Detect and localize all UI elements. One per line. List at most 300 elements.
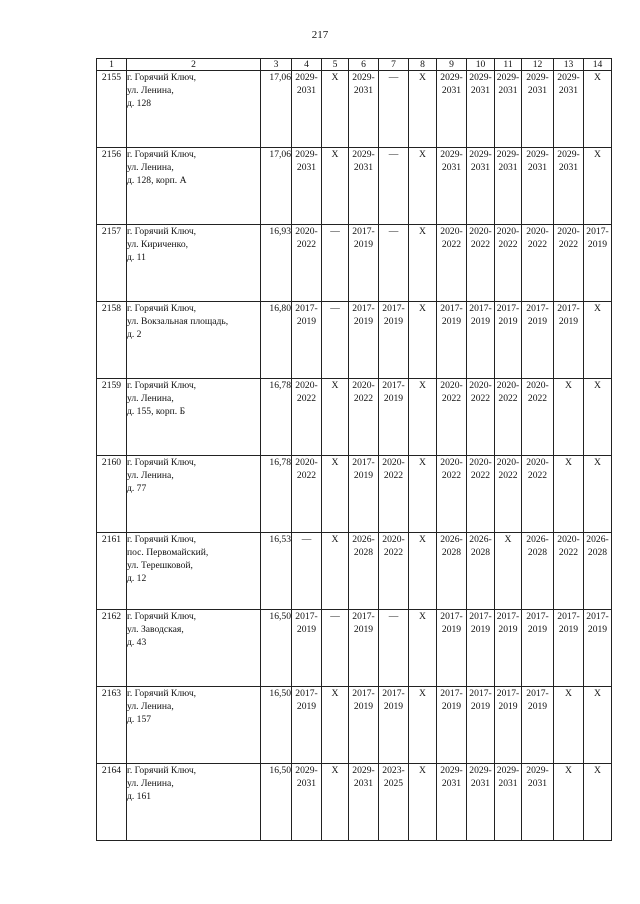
period-cell xyxy=(495,687,522,764)
period-line: 2017- xyxy=(557,303,580,314)
row-number: 2160 xyxy=(97,456,127,533)
period-cell xyxy=(467,379,495,456)
period-line: 2017- xyxy=(469,611,492,622)
period-line: X xyxy=(331,72,339,83)
period-cell xyxy=(522,610,554,687)
row-number: 2163 xyxy=(97,687,127,764)
period-line: X xyxy=(419,457,426,468)
period-cell xyxy=(379,610,409,687)
period-line: X xyxy=(419,688,426,699)
period-cell xyxy=(292,610,322,687)
period-line: X xyxy=(331,380,339,391)
period-cell xyxy=(495,225,522,302)
period-line: 2020- xyxy=(440,457,463,468)
period-line: 2017- xyxy=(440,611,463,622)
column-header: 8 xyxy=(409,59,437,71)
period-line: X xyxy=(419,72,426,83)
period-cell xyxy=(379,764,409,841)
period-cell xyxy=(322,610,349,687)
period-line: 2019 xyxy=(498,701,518,712)
period-line: 2031 xyxy=(498,85,518,96)
period-line: 2031 xyxy=(470,778,491,789)
period-line: 2020- xyxy=(440,380,463,391)
period-line: 2031 xyxy=(441,162,462,173)
period-line: 2028 xyxy=(527,547,548,558)
period-cell xyxy=(437,687,467,764)
value-cell: 16,78 xyxy=(261,379,292,456)
period-cell xyxy=(554,764,584,841)
period-line: 2029- xyxy=(526,149,549,160)
period-cell xyxy=(584,687,612,764)
period-line: 2031 xyxy=(441,778,462,789)
period-line: 2019 xyxy=(296,316,317,327)
address-cell xyxy=(127,379,261,456)
period-line: 2017- xyxy=(440,688,463,699)
period-cell xyxy=(495,302,522,379)
period-line: 2031 xyxy=(498,162,518,173)
period-line: 2019 xyxy=(498,316,518,327)
table-row xyxy=(97,610,612,687)
period-cell xyxy=(584,533,612,610)
period-line: 2017- xyxy=(496,611,520,622)
period-cell xyxy=(379,302,409,379)
row-number: 2156 xyxy=(97,148,127,225)
period-cell xyxy=(322,225,349,302)
period-cell xyxy=(584,610,612,687)
period-line: X xyxy=(419,226,426,237)
period-cell xyxy=(584,456,612,533)
period-cell xyxy=(437,148,467,225)
address-cell xyxy=(127,687,261,764)
period-line: 2020- xyxy=(526,380,549,391)
period-cell xyxy=(584,379,612,456)
period-line: 2017- xyxy=(352,457,375,468)
period-cell xyxy=(554,225,584,302)
period-line: — xyxy=(388,226,399,237)
period-cell xyxy=(495,610,522,687)
period-line: 2019 xyxy=(587,239,608,250)
period-cell xyxy=(379,148,409,225)
column-header: 2 xyxy=(127,59,261,71)
period-line: X xyxy=(419,765,426,776)
period-line: 2020- xyxy=(496,226,520,237)
period-line: 2029- xyxy=(440,149,463,160)
period-cell xyxy=(409,302,437,379)
period-line: 2031 xyxy=(558,85,579,96)
period-line: X xyxy=(419,611,426,622)
period-line: 2026- xyxy=(352,534,375,545)
column-header-row xyxy=(97,59,612,71)
period-cell xyxy=(379,687,409,764)
period-line: 2019 xyxy=(470,624,491,635)
value-cell: 16,80 xyxy=(261,302,292,379)
address-line: д. 11 xyxy=(127,252,146,263)
period-cell xyxy=(322,687,349,764)
address-line: г. Горячий Ключ, xyxy=(127,226,197,237)
period-line: X xyxy=(594,457,601,468)
period-line: 2017- xyxy=(352,226,375,237)
period-cell xyxy=(292,148,322,225)
period-line: 2020- xyxy=(526,457,549,468)
period-cell xyxy=(495,764,522,841)
period-cell xyxy=(409,71,437,148)
period-cell xyxy=(495,379,522,456)
period-line: 2019 xyxy=(353,239,374,250)
value-cell: 16,50 xyxy=(261,687,292,764)
period-line: 2026- xyxy=(469,534,492,545)
period-line: 2029- xyxy=(557,149,580,160)
period-line: 2022 xyxy=(527,393,548,404)
address-line: ул. Ленина, xyxy=(127,393,174,404)
row-number: 2162 xyxy=(97,610,127,687)
period-line: 2017- xyxy=(469,688,492,699)
period-line: 2020- xyxy=(352,380,375,391)
period-line: — xyxy=(388,149,399,160)
period-line: 2019 xyxy=(353,316,374,327)
period-line: 2031 xyxy=(296,85,317,96)
period-line: X xyxy=(504,534,512,545)
period-cell xyxy=(349,71,379,148)
period-line: X xyxy=(594,149,601,160)
period-line: 2031 xyxy=(470,85,491,96)
period-line: 2017- xyxy=(496,303,520,314)
period-line: 2029- xyxy=(496,765,520,776)
period-cell xyxy=(409,379,437,456)
period-line: 2019 xyxy=(441,624,462,635)
period-cell xyxy=(467,71,495,148)
period-line: 2022 xyxy=(441,393,462,404)
period-cell xyxy=(495,148,522,225)
period-cell xyxy=(349,225,379,302)
period-line: 2022 xyxy=(441,239,462,250)
value-cell: 16,78 xyxy=(261,456,292,533)
period-line: 2022 xyxy=(383,470,404,481)
period-line: 2017- xyxy=(295,688,318,699)
period-cell xyxy=(467,687,495,764)
address-cell xyxy=(127,71,261,148)
period-line: 2019 xyxy=(296,624,317,635)
period-cell xyxy=(522,764,554,841)
table-row xyxy=(97,533,612,610)
period-cell xyxy=(522,456,554,533)
value-cell: 16,93 xyxy=(261,225,292,302)
period-line: 2019 xyxy=(527,316,548,327)
period-cell xyxy=(467,533,495,610)
address-cell xyxy=(127,148,261,225)
address-line: д. 155, корп. Б xyxy=(127,406,186,417)
period-line: 2022 xyxy=(498,393,518,404)
period-line: 2029- xyxy=(295,765,318,776)
period-line: X xyxy=(594,765,601,776)
period-line: 2029- xyxy=(295,149,318,160)
address-line: д. 128, корп. А xyxy=(127,175,187,186)
period-cell xyxy=(495,71,522,148)
period-cell xyxy=(554,456,584,533)
period-line: 2031 xyxy=(527,162,548,173)
column-header: 11 xyxy=(495,59,522,71)
period-cell xyxy=(379,71,409,148)
period-line: 2031 xyxy=(498,778,518,789)
address-line: г. Горячий Ключ, xyxy=(127,688,197,699)
address-line: д. 157 xyxy=(127,714,152,725)
period-line: — xyxy=(301,534,312,545)
period-line: X xyxy=(419,149,426,160)
period-cell xyxy=(522,533,554,610)
column-header: 14 xyxy=(584,59,612,71)
period-cell xyxy=(322,533,349,610)
column-header: 3 xyxy=(261,59,292,71)
period-line: 2031 xyxy=(296,162,317,173)
period-line: 2029- xyxy=(440,72,463,83)
period-line: 2023- xyxy=(382,765,405,776)
address-line: ул. Заводская, xyxy=(127,624,184,635)
address-line: ул. Ленина, xyxy=(127,778,174,789)
period-line: 2029- xyxy=(352,149,375,160)
period-cell xyxy=(349,687,379,764)
period-line: 2029- xyxy=(352,765,375,776)
address-line: д. 161 xyxy=(127,791,152,802)
table-row xyxy=(97,687,612,764)
row-number: 2159 xyxy=(97,379,127,456)
address-cell xyxy=(127,764,261,841)
period-line: 2017- xyxy=(557,611,580,622)
period-line: 2020- xyxy=(469,380,492,391)
period-cell xyxy=(379,456,409,533)
period-line: 2028 xyxy=(441,547,462,558)
period-cell xyxy=(409,610,437,687)
period-cell xyxy=(292,379,322,456)
period-cell xyxy=(584,764,612,841)
column-header: 6 xyxy=(349,59,379,71)
period-line: X xyxy=(331,688,339,699)
period-line: 2019 xyxy=(353,470,374,481)
period-line: 2022 xyxy=(470,470,491,481)
period-line: 2017- xyxy=(382,380,405,391)
period-cell xyxy=(437,610,467,687)
row-number: 2158 xyxy=(97,302,127,379)
period-line: 2022 xyxy=(558,239,579,250)
column-header: 1 xyxy=(97,59,127,71)
period-line: 2031 xyxy=(527,85,548,96)
period-cell xyxy=(467,456,495,533)
row-number: 2161 xyxy=(97,533,127,610)
period-cell xyxy=(467,610,495,687)
period-cell xyxy=(554,379,584,456)
address-line: д. 12 xyxy=(127,573,147,584)
period-cell xyxy=(292,225,322,302)
column-header: 13 xyxy=(554,59,584,71)
period-line: 2019 xyxy=(353,701,374,712)
period-line: 2017- xyxy=(295,611,318,622)
period-line: 2019 xyxy=(383,393,404,404)
period-line: 2019 xyxy=(470,316,491,327)
period-cell xyxy=(409,148,437,225)
period-cell xyxy=(292,302,322,379)
period-line: X xyxy=(565,380,572,391)
period-line: 2028 xyxy=(353,547,374,558)
period-line: 2019 xyxy=(558,624,579,635)
value-cell: 16,50 xyxy=(261,610,292,687)
table-row xyxy=(97,225,612,302)
period-cell xyxy=(467,148,495,225)
period-line: 2017- xyxy=(352,688,375,699)
period-cell xyxy=(409,764,437,841)
period-cell xyxy=(467,302,495,379)
table-row xyxy=(97,379,612,456)
period-line: 2031 xyxy=(353,85,374,96)
address-cell xyxy=(127,533,261,610)
address-cell xyxy=(127,456,261,533)
address-line: г. Горячий Ключ, xyxy=(127,303,197,314)
column-header: 9 xyxy=(437,59,467,71)
address-line: ул. Ленина, xyxy=(127,470,174,481)
period-line: 2022 xyxy=(296,470,317,481)
period-line: 2022 xyxy=(470,239,491,250)
column-header: 4 xyxy=(292,59,322,71)
period-line: 2029- xyxy=(496,149,520,160)
row-number: 2157 xyxy=(97,225,127,302)
table-row xyxy=(97,148,612,225)
period-line: 2031 xyxy=(353,162,374,173)
period-cell xyxy=(584,302,612,379)
period-line: 2017- xyxy=(526,688,549,699)
period-cell xyxy=(584,148,612,225)
period-line: 2017- xyxy=(440,303,463,314)
row-number: 2164 xyxy=(97,764,127,841)
address-line: ул. Ленина, xyxy=(127,85,174,96)
period-line: 2022 xyxy=(498,239,518,250)
column-header: 7 xyxy=(379,59,409,71)
address-line: ул. Кириченко, xyxy=(127,239,189,250)
period-line: 2020- xyxy=(469,457,492,468)
period-cell xyxy=(292,533,322,610)
period-cell xyxy=(292,687,322,764)
period-line: 2017- xyxy=(586,611,609,622)
value-cell: 17,06 xyxy=(261,71,292,148)
table-row xyxy=(97,456,612,533)
period-line: 2020- xyxy=(496,457,520,468)
period-line: 2031 xyxy=(527,778,548,789)
period-line: 2022 xyxy=(441,470,462,481)
period-line: 2019 xyxy=(587,624,608,635)
period-cell xyxy=(554,687,584,764)
period-cell xyxy=(409,456,437,533)
page-number: 217 xyxy=(311,29,329,41)
period-line: 2029- xyxy=(469,72,492,83)
period-cell xyxy=(409,225,437,302)
period-line: X xyxy=(419,303,426,314)
period-cell xyxy=(437,764,467,841)
period-cell xyxy=(554,148,584,225)
period-cell xyxy=(437,456,467,533)
period-line: — xyxy=(388,611,399,622)
period-line: 2020- xyxy=(382,457,405,468)
period-cell xyxy=(322,379,349,456)
period-cell xyxy=(522,225,554,302)
period-line: 2025 xyxy=(383,778,404,789)
period-line: 2020- xyxy=(469,226,492,237)
period-line: X xyxy=(419,534,426,545)
period-line: 2017- xyxy=(526,303,549,314)
address-line: г. Горячий Ключ, xyxy=(127,457,197,468)
period-line: 2020- xyxy=(526,226,549,237)
period-line: 2017- xyxy=(586,226,609,237)
period-cell xyxy=(349,456,379,533)
period-line: 2029- xyxy=(557,72,580,83)
address-line: пос. Первомайский, xyxy=(127,547,209,558)
period-cell xyxy=(349,379,379,456)
period-cell xyxy=(292,456,322,533)
period-line: 2020- xyxy=(440,226,463,237)
period-cell xyxy=(379,225,409,302)
address-line: г. Горячий Ключ, xyxy=(127,534,197,545)
period-line: — xyxy=(330,226,340,237)
period-line: 2029- xyxy=(526,765,549,776)
period-cell xyxy=(322,71,349,148)
period-cell xyxy=(409,533,437,610)
period-cell xyxy=(437,302,467,379)
period-line: 2019 xyxy=(296,701,317,712)
address-line: ул. Ленина, xyxy=(127,701,174,712)
period-line: — xyxy=(388,72,399,83)
address-line: г. Горячий Ключ, xyxy=(127,380,197,391)
period-line: X xyxy=(594,72,601,83)
period-cell xyxy=(437,379,467,456)
period-line: 2022 xyxy=(498,470,518,481)
value-cell: 16,50 xyxy=(261,764,292,841)
period-line: 2020- xyxy=(295,457,318,468)
address-line: ул. Ленина, xyxy=(127,162,174,173)
period-cell xyxy=(554,533,584,610)
period-cell xyxy=(522,687,554,764)
address-line: г. Горячий Ключ, xyxy=(127,765,197,776)
period-cell xyxy=(322,456,349,533)
period-cell xyxy=(554,71,584,148)
period-cell xyxy=(495,533,522,610)
period-line: 2019 xyxy=(441,701,462,712)
period-line: 2020- xyxy=(382,534,405,545)
period-cell xyxy=(292,764,322,841)
period-line: 2026- xyxy=(440,534,463,545)
period-line: 2022 xyxy=(527,239,548,250)
period-cell xyxy=(437,533,467,610)
period-cell xyxy=(495,456,522,533)
period-cell xyxy=(584,225,612,302)
address-cell xyxy=(127,610,261,687)
address-line: ул. Вокзальная площадь, xyxy=(127,316,229,327)
period-cell xyxy=(437,225,467,302)
period-line: 2017- xyxy=(469,303,492,314)
period-line: X xyxy=(331,457,339,468)
period-line: 2020- xyxy=(295,226,318,237)
period-line: 2028 xyxy=(470,547,491,558)
address-line: д. 2 xyxy=(127,329,142,340)
period-line: 2029- xyxy=(469,149,492,160)
period-line: 2022 xyxy=(296,239,317,250)
period-cell xyxy=(554,610,584,687)
period-cell xyxy=(409,687,437,764)
period-line: 2020- xyxy=(295,380,318,391)
period-line: 2022 xyxy=(527,470,548,481)
period-line: 2017- xyxy=(295,303,318,314)
address-cell xyxy=(127,302,261,379)
period-line: 2029- xyxy=(295,72,318,83)
address-line: ул. Терешковой, xyxy=(127,560,193,571)
period-cell xyxy=(437,71,467,148)
period-line: X xyxy=(419,380,426,391)
period-line: 2031 xyxy=(296,778,317,789)
address-line: г. Горячий Ключ, xyxy=(127,149,197,160)
